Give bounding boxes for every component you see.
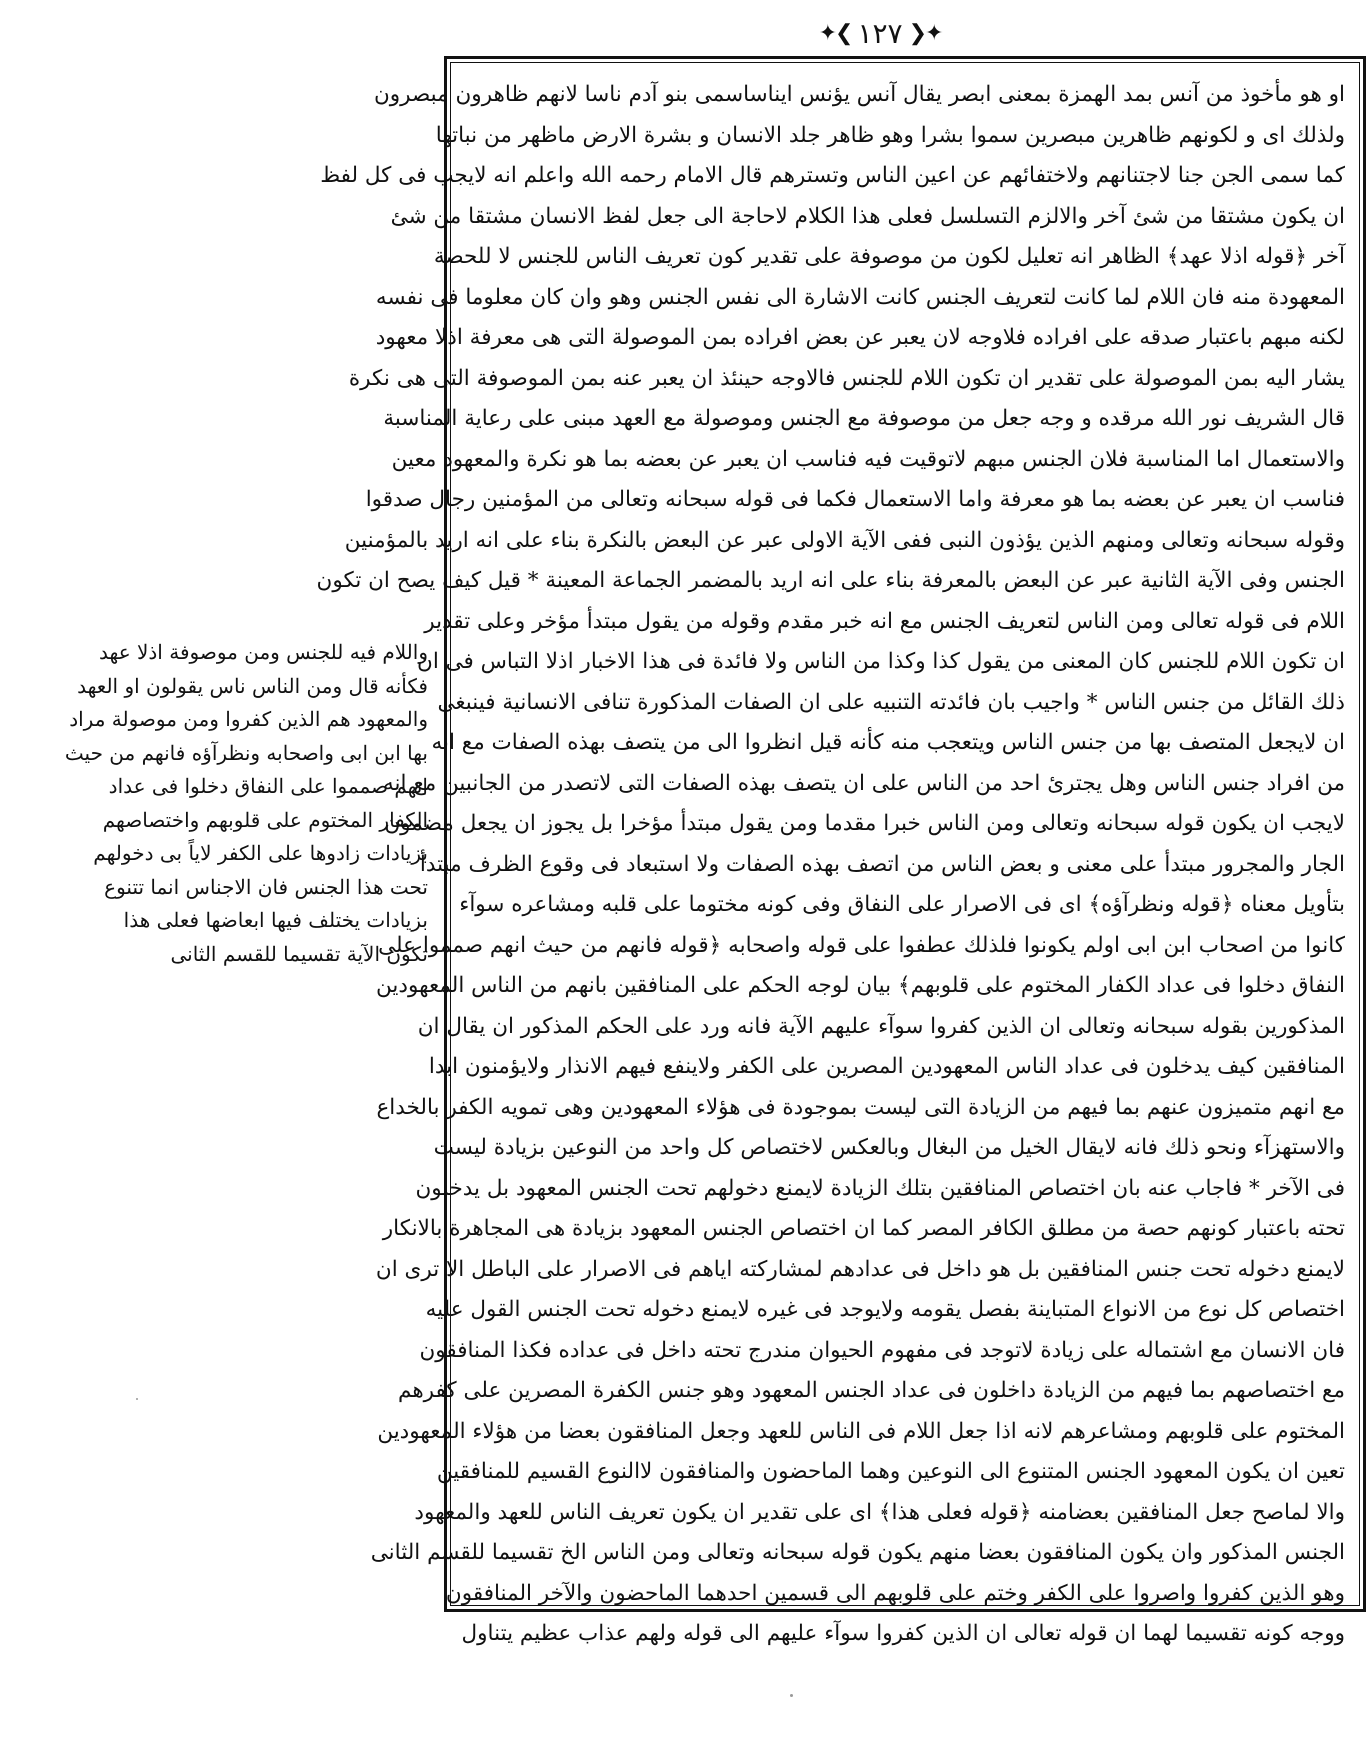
main-text-line: لايجب ان يكون قوله سبحانه وتعالى ومن الناس خبرا مقدما ومن يقول مبتدأ مؤخرا بل يجوز ان يجعل مضمون — [384, 811, 1345, 836]
main-text-line: فان الانسان مع اشتماله على زيادة لاتوجد فى مفهوم الحيوان مندرج تحته داخل فى عداده فكذا المنافقون — [419, 1337, 1345, 1363]
main-text-line: كانوا من اصحاب ابن ابى اولم يكونوا فلذلك عطفوا على قوله واصحابه ﴿قوله فانهم من حيث انهم صمموا على — [378, 932, 1345, 958]
main-text-line: ولذلك اى و لكونهم ظاهرين مبصرين سموا بشرا وهو ظاهر جلد الانسان و بشرة الارض ماظهر من نباتها — [435, 122, 1345, 148]
main-text-frame-inner — [316, 62, 1360, 1646]
main-text-line: فناسب ان يعبر عن بعضه بما هو معرفة واما الاستعمال فكما فى قوله سبحانه وتعالى من المؤمنين رجال صدقوا — [365, 487, 1345, 512]
main-text-line: مع انهم متميزون عنهم بما فيهم من الزيادة التى ليست بموجودة فى هؤلاء المعهودين وهى تمويه الكفر بالخداع — [376, 1094, 1345, 1120]
margin-gloss-line: تحت هذا الجنس فان الاجناس انما تتنوع — [104, 874, 428, 899]
main-text-line: تحته باعتبار كونهم حصة من مطلق الكافر المصر كما ان اختصاص الجنس المعهود بزيادة هى المجاهرة بالانكار — [382, 1216, 1345, 1241]
main-text-line: فى الآخر * فاجاب عنه بان اختصاص المنافقين بتلك الزيادة لايمنع دخولهم تحت الجنس المعهود بل يدخلون — [415, 1175, 1345, 1201]
scan-speck — [790, 1694, 793, 1697]
margin-gloss-line: تكون الآية تقسيما للقسم الثانى — [170, 941, 428, 966]
main-text-line: لكنه مبهم باعتبار صدقه على افراده فلاوجه لان يعبر عن بعض افراده بمن الموصولة التى هى معرفة اذلا معهود — [375, 325, 1345, 350]
right-ornament-icon: ❯✦ — [818, 20, 852, 46]
main-text-line: قال الشريف نور الله مرقده و وجه جعل من موصوفة مع الجنس وموصولة مع العهد مبنى على رعاية المناسبة — [383, 406, 1345, 431]
main-text-line: المذكورين بقوله سبحانه وتعالى ان الذين كفروا سوآء عليهم الآية فانه ورد على الحكم المذكور ان يقال ان — [417, 1013, 1345, 1039]
main-text-line: المختوم على قلوبهم ومشاعرهم لانه اذا جعل اللام فى الناس للعهد وجعل المنافقون بعضا من هؤلاء المعهودين — [377, 1418, 1345, 1444]
main-text-line: من افراد جنس الناس وهل يجترئ احد من الناس على ان يتصف بهذه الصفات التى لاتصدر من الجانبين مع انه — [382, 770, 1345, 796]
main-text-line: والا لماصح جعل المنافقين بعضامنه ﴿قوله فعلى هذا﴾ اى على تقدير ان يكون تعريف الناس للعهد والمعهود — [414, 1499, 1345, 1525]
main-text-line: وهو الذين كفروا واصروا على الكفر وختم على قلوبهم الى قسمين احدهما الماحضون والآخر المنافقون — [445, 1580, 1345, 1606]
main-text-line: مع اختصاصهم بما فيهم من الزيادة داخلون فى عداد الجنس المعهود وهو جنس الكفرة المصرين على كفرهم — [398, 1378, 1345, 1403]
margin-gloss-line: فكأنه قال ومن الناس ناس يقولون او العهد — [77, 673, 428, 698]
main-text-line: ان لايجعل المتصف بها من جنس الناس ويتعجب منه كأنه قيل انظروا الى من يتصف بهذه الصفات مع انه — [431, 730, 1345, 755]
main-text-line: النفاق دخلوا فى عداد الكفار المختوم على قلوبهم﴾ بيان لوجه الحكم على المنافقين بانهم من الناس المعهودين — [376, 973, 1345, 998]
main-text-line: لايمنع دخوله تحت جنس المنافقين بل هو داخل فى عدادهم لمشاركته اياهم فى الاصرار على الباطل الا ترى ان — [375, 1256, 1345, 1282]
left-ornament-icon: ✦❮ — [908, 20, 942, 46]
margin-gloss-line: بزيادات زادوها على الكفر لاياً بى دخولهم — [93, 841, 428, 865]
main-text-line: او هو مأخوذ من آنس بمد الهمزة بمعنى ابصر يقال آنس يؤنس ايناساسمى بنو آدم ناسا لانهم ظاهرون مبصرون — [374, 82, 1345, 107]
main-text-line: والاستهزآء ونحو ذلك فانه لايقال الخيل من البغال وبالعكس لاختصاص كل واحد من النوعين بزيادة ليست — [433, 1135, 1345, 1160]
main-text-body — [316, 75, 1345, 1655]
main-text-line: اختصاص كل نوع من الانواع المتباينة بفصل يقومه ولايوجد فى غيره لايمنع دخوله تحت الجنس القول عليه — [425, 1297, 1345, 1322]
main-text-line: بتأويل معناه ﴿قوله ونظرآؤه﴾ اى فى الاصرار على النفاق وفى كونه مختوما على قلبه ومشاعره سوآء — [459, 892, 1345, 917]
main-text-line: الجار والمجرور مبتدأ على معنى و بعض الناس من اتصف بهذه الصفات ولا استبعاد فى وقوع الظرف مبتدأ — [419, 851, 1345, 877]
main-text-line: ان يكون مشتقا من شئ آخر والالزم التسلسل فعلى هذا الكلام لاحاجة الى جعل لفظ الانسان مشتقا من شئ — [390, 203, 1345, 229]
main-text-line: آخر ﴿قوله اذلا عهد﴾ الظاهر انه تعليل لكون من موصوفة على تقدير كون تعريف الناس للجنس لا للحصة — [433, 244, 1345, 269]
main-text-line: المعهودة منه فان اللام لما كانت لتعريف الجنس كانت الاشارة الى نفس الجنس وهو وان كان معلوما فى نفسه — [375, 284, 1345, 310]
main-text-line: كما سمى الجن جنا لاجتنانهم ولاختفائهم عن اعين الناس وتسترهم قال الامام رحمه الله واعلم انه لايجب فى كل لفظ — [320, 163, 1345, 188]
main-text-line: ووجه كونه تقسيما لهما ان قوله تعالى ان الذين كفروا سوآء عليهم الى قوله ولهم عذاب عظيم يتناول — [461, 1621, 1345, 1646]
main-text-line: يشار اليه بمن الموصولة على تقدير ان تكون اللام للجنس فالاوجه حينئذ ان يعبر عنه بمن الموصوفة التى هى نكرة — [348, 365, 1345, 391]
main-text-line: والاستعمال اما المناسبة فلان الجنس مبهم لاتوقيت فيه فناسب ان يعبر عن بعضه بما هو نكرة والمعهود معين — [391, 446, 1345, 472]
main-text-line: تعين ان يكون المعهود الجنس المتنوع الى النوعين وهما الماحضون والمنافقون لاالنوع القسيم للمنافقين — [436, 1459, 1345, 1484]
margin-gloss-line: انهم صمموا على النفاق دخلوا فى عداد — [108, 774, 428, 798]
scan-speck — [136, 1398, 138, 1400]
page-number — [805, 14, 955, 52]
main-text-line: ان تكون اللام للجنس كان المعنى من يقول كذا وكذا من الناس ولا فائدة فى هذا الاخبار اذلا التباس فى ان — [417, 649, 1345, 674]
main-text-line: وقوله سبحانه وتعالى ومنهم الذين يؤذون النبى ففى الآية الاولى عبر عن البعض بالنكرة بناء على انه اريد بالمؤمنين — [344, 527, 1345, 553]
margin-gloss-line: الكفار المختوم على قلوبهم واختصاصهم — [102, 807, 428, 832]
main-text-frame — [316, 56, 1366, 1646]
margin-gloss-line: بها ابن ابى واصحابه ونظرآؤه فانهم من حيث — [64, 740, 428, 765]
margin-gloss-line: والمعهود هم الذين كفروا ومن موصولة مراد — [69, 707, 428, 731]
main-text-line: المنافقين كيف يدخلون فى عداد الناس المعهودين المصرين على الكفر ولاينفع فيهم الانذار ولايؤمنون ابدا — [428, 1054, 1345, 1079]
main-text-line: الجنس المذكور وان يكون المنافقون بعضا منهم يكون قوله سبحانه وتعالى ومن الناس الخ تقسيما للقسم الثانى — [370, 1540, 1345, 1565]
main-text-line: ذلك القائل من جنس الناس * واجيب بان فائدته التنبيه على ان الصفات المذكورة تنافى الانسانية فينبغى — [437, 689, 1345, 715]
main-text-line: الجنس وفى الآية الثانية عبر عن البعض بالمعرفة بناء على انه اريد بالمضمر الجماعة المعينة * قيل كيف يصح ان تكون — [316, 568, 1345, 593]
main-text-line: اللام فى قوله تعالى ومن الناس لتعريف الجنس مع انه خبر مقدم وقوله من يقول مبتدأ مؤخر وعلى تقدير — [424, 608, 1345, 634]
margin-gloss-line: بزيادات يختلف فيها ابعاضها فعلى هذا — [123, 908, 428, 932]
margin-gloss — [64, 636, 428, 971]
margin-gloss-line: واللام فيه للجنس ومن موصوفة اذلا عهد — [98, 640, 428, 664]
page-number-text: ١٢٧ — [857, 16, 903, 50]
